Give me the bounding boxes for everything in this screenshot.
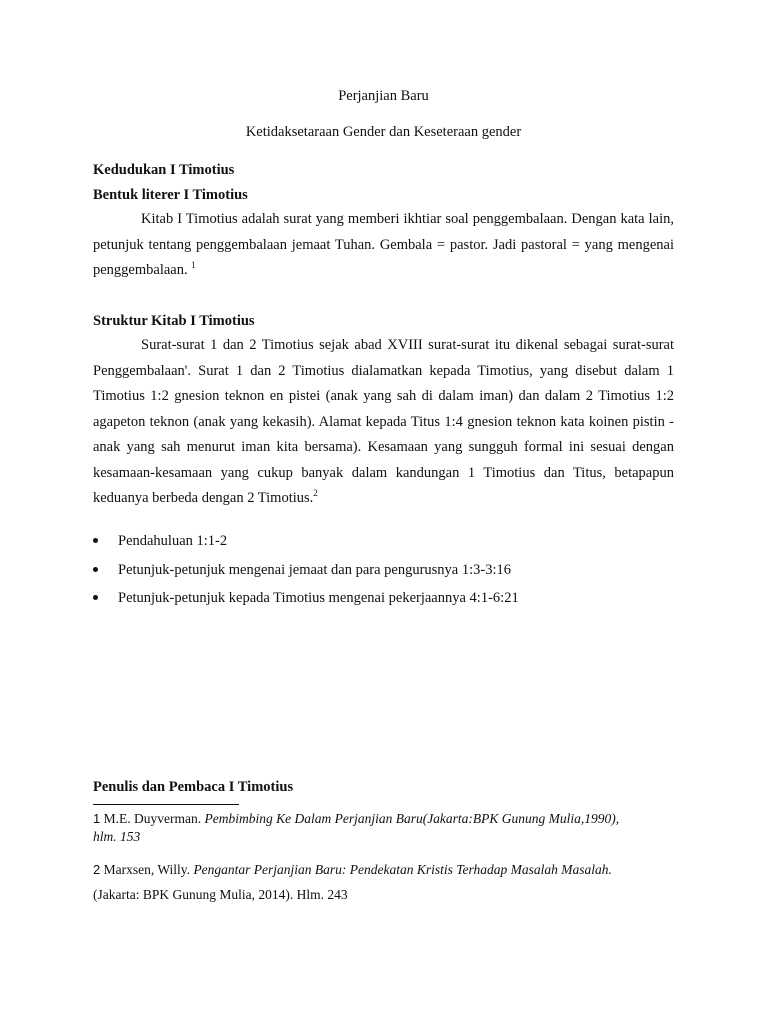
footnote-ref-1[interactable]: 1 xyxy=(191,260,196,271)
document-title: Perjanjian Baru xyxy=(338,88,429,104)
section-heading-struktur: Struktur Kitab I Timotius xyxy=(93,313,255,329)
footnote-author: M.E. Duyverman. xyxy=(103,811,202,826)
list-item: Pendahuluan 1:1-2 xyxy=(93,531,674,560)
paragraph-struktur xyxy=(93,333,674,512)
document-subtitle: Ketidaksetaraan Gender dan Keseteraan gender xyxy=(245,124,522,140)
bullet-icon xyxy=(93,567,98,572)
bullet-icon xyxy=(93,538,98,543)
paragraph-bentuk-literer xyxy=(93,207,674,284)
paragraph-text: Kitab I Timotius adalah surat yang memberi ikhtiar soal penggembalaan. Dengan kata lain, petunjuk tentang penggembalaan jemaat Tuhan. Gembala = pastor. Jadi pastoral = yang mengenai penggembalaan. xyxy=(93,211,674,278)
footnote-publisher: (Jakarta: BPK Gunung Mulia, 2014). Hlm. 243 xyxy=(93,887,348,902)
section-heading-kedudukan: Kedudukan I Timotius xyxy=(93,162,235,178)
paragraph-text: Surat-surat 1 dan 2 Timotius sejak abad XVIII surat-surat itu dikenal sebagai surat-surat Penggembalaan'. Surat 1 dan 2 Timotius dialamatkan kepada Timotius, yang disebut dalam 1 Timotius 1:2 gnesion teknon en pistei (anak yang sah di dalam iman) dan dalam 2 Timotius 1:2 agapeton teknon (anak yang kekasih). Alamat kepada Titus 1:4 gnesion teknon kata koinen pistin - anak yang sah menurut iman kita bersama). Kesamaan yang sungguh formal ini sesuai dengan kesamaan-kesamaan yang cukup banyak dalam kandungan 1 Timotius dan Titus, betapapun keduanya berbeda dengan 2 Timotius. xyxy=(93,337,674,506)
outline-list xyxy=(93,531,674,617)
footnote-number: 2 xyxy=(93,862,101,877)
section-heading-penulis: Penulis dan Pembaca I Timotius xyxy=(93,779,294,795)
list-item: Petunjuk-petunjuk mengenai jemaat dan para pengurusnya 1:3-3:16 xyxy=(93,560,674,589)
bullet-icon xyxy=(93,595,98,600)
footnote-number: 1 xyxy=(93,811,101,826)
list-item: Petunjuk-petunjuk kepada Timotius mengenai pekerjaannya 4:1-6:21 xyxy=(93,588,674,617)
footnote-title: Pengantar Perjanjian Baru: Pendekatan Kristis Terhadap Masalah Masalah. xyxy=(193,862,612,877)
footnote-2 xyxy=(93,857,633,907)
footnote-title: Pembimbing Ke Dalam Perjanjian Baru(Jakarta:BPK Gunung Mulia,1990), hlm. 153 xyxy=(93,811,620,844)
footnote-divider xyxy=(93,804,239,805)
subheading-bentuk-literer: Bentuk literer I Timotius xyxy=(93,187,248,203)
footnote-author: Marxsen, Willy. xyxy=(103,862,191,877)
footnote-ref-2[interactable]: 2 xyxy=(313,488,318,499)
footnote-1 xyxy=(93,810,633,846)
